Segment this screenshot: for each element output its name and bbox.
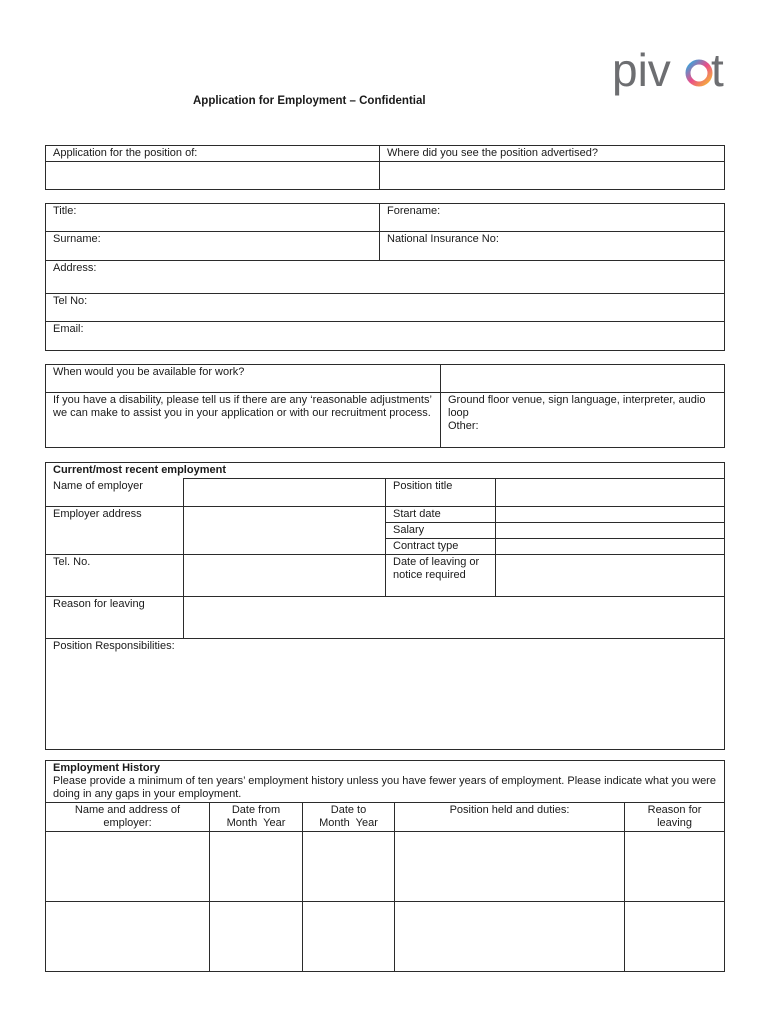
history-heading: Employment History	[53, 762, 160, 774]
col-position: Position held and duties:	[395, 803, 625, 832]
history-cell-position[interactable]	[395, 902, 625, 972]
col-date-from-label: Date from	[231, 804, 281, 816]
address-field[interactable]: Address:	[46, 261, 725, 294]
logo-graphic	[612, 48, 742, 104]
history-cell-employer[interactable]	[46, 832, 210, 902]
employer-address-input[interactable]	[184, 507, 386, 555]
other-label: Other:	[448, 420, 479, 432]
history-header	[46, 761, 725, 803]
reason-leaving-label: Reason for leaving	[46, 597, 184, 639]
history-cell-date-to[interactable]	[303, 832, 395, 902]
col-date-from	[210, 803, 303, 832]
current-employment-table	[45, 462, 725, 750]
advertised-label: Where did you see the position advertised?	[380, 146, 725, 162]
availability-label: When would you be available for work?	[46, 365, 441, 393]
history-cell-employer[interactable]	[46, 902, 210, 972]
pivot-logo	[612, 48, 742, 104]
position-title-label: Position title	[386, 479, 496, 507]
page-title: Application for Employment – Confidential	[193, 95, 426, 107]
date-leaving-input[interactable]	[496, 555, 725, 597]
history-cell-date-from[interactable]	[210, 832, 303, 902]
start-date-label: Start date	[386, 507, 496, 523]
col-date-to-label: Date to	[330, 804, 367, 816]
col-date-to	[303, 803, 395, 832]
history-row	[46, 832, 725, 902]
col-employer: Name and address of employer:	[46, 803, 210, 832]
history-cell-date-from[interactable]	[210, 902, 303, 972]
disability-text: If you have a disability, please tell us if there are any ‘reasonable adjustments’ we can make to assist you in your application or with our recruitment process.	[46, 393, 441, 448]
history-cell-position[interactable]	[395, 832, 625, 902]
employment-history-table	[45, 760, 725, 972]
ni-number-field[interactable]: National Insurance No:	[380, 232, 725, 261]
col-date-from-month-year: Month Year	[226, 817, 286, 829]
tel-field[interactable]: Tel No:	[46, 294, 725, 322]
salary-input[interactable]	[496, 523, 725, 539]
logo-o-ring	[688, 62, 710, 84]
history-cell-date-to[interactable]	[303, 902, 395, 972]
surname-field[interactable]: Surname:	[46, 232, 380, 261]
forename-field[interactable]: Forename:	[380, 204, 725, 232]
position-title-input[interactable]	[496, 479, 725, 507]
employer-tel-input[interactable]	[184, 555, 386, 597]
col-date-to-month-year: Month Year	[319, 817, 378, 829]
employer-name-input[interactable]	[184, 479, 386, 507]
position-input[interactable]	[46, 162, 380, 190]
col-reason: Reason for leaving	[625, 803, 725, 832]
position-label: Application for the position of:	[46, 146, 380, 162]
title-field[interactable]: Title:	[46, 204, 380, 232]
logo-text-left: piv	[612, 48, 671, 96]
contract-type-label: Contract type	[386, 539, 496, 555]
personal-details-table	[45, 203, 725, 351]
contract-type-input[interactable]	[496, 539, 725, 555]
availability-input[interactable]	[441, 365, 725, 393]
logo-text-right: t	[711, 48, 724, 96]
employer-address-label: Employer address	[46, 507, 184, 555]
adjustments-options: Ground floor venue, sign language, interpreter, audio loop	[448, 394, 706, 419]
history-instructions: Please provide a minimum of ten years’ employment history unless you have fewer years of employment. Please indicate what you were doing in any gaps in your employment.	[53, 775, 716, 800]
salary-label: Salary	[386, 523, 496, 539]
employer-tel-label: Tel. No.	[46, 555, 184, 597]
reason-leaving-input[interactable]	[184, 597, 725, 639]
position-table	[45, 145, 725, 190]
start-date-input[interactable]	[496, 507, 725, 523]
history-cell-reason[interactable]	[625, 902, 725, 972]
current-employment-heading: Current/most recent employment	[46, 463, 725, 479]
history-row	[46, 902, 725, 972]
adjustments-field[interactable]	[441, 393, 725, 448]
responsibilities-field[interactable]: Position Responsibilities:	[46, 639, 725, 750]
advertised-input[interactable]	[380, 162, 725, 190]
date-leaving-label: Date of leaving or notice required	[386, 555, 496, 597]
employer-name-label: Name of employer	[46, 479, 184, 507]
email-field[interactable]: Email:	[46, 322, 725, 351]
history-cell-reason[interactable]	[625, 832, 725, 902]
availability-table	[45, 364, 725, 448]
